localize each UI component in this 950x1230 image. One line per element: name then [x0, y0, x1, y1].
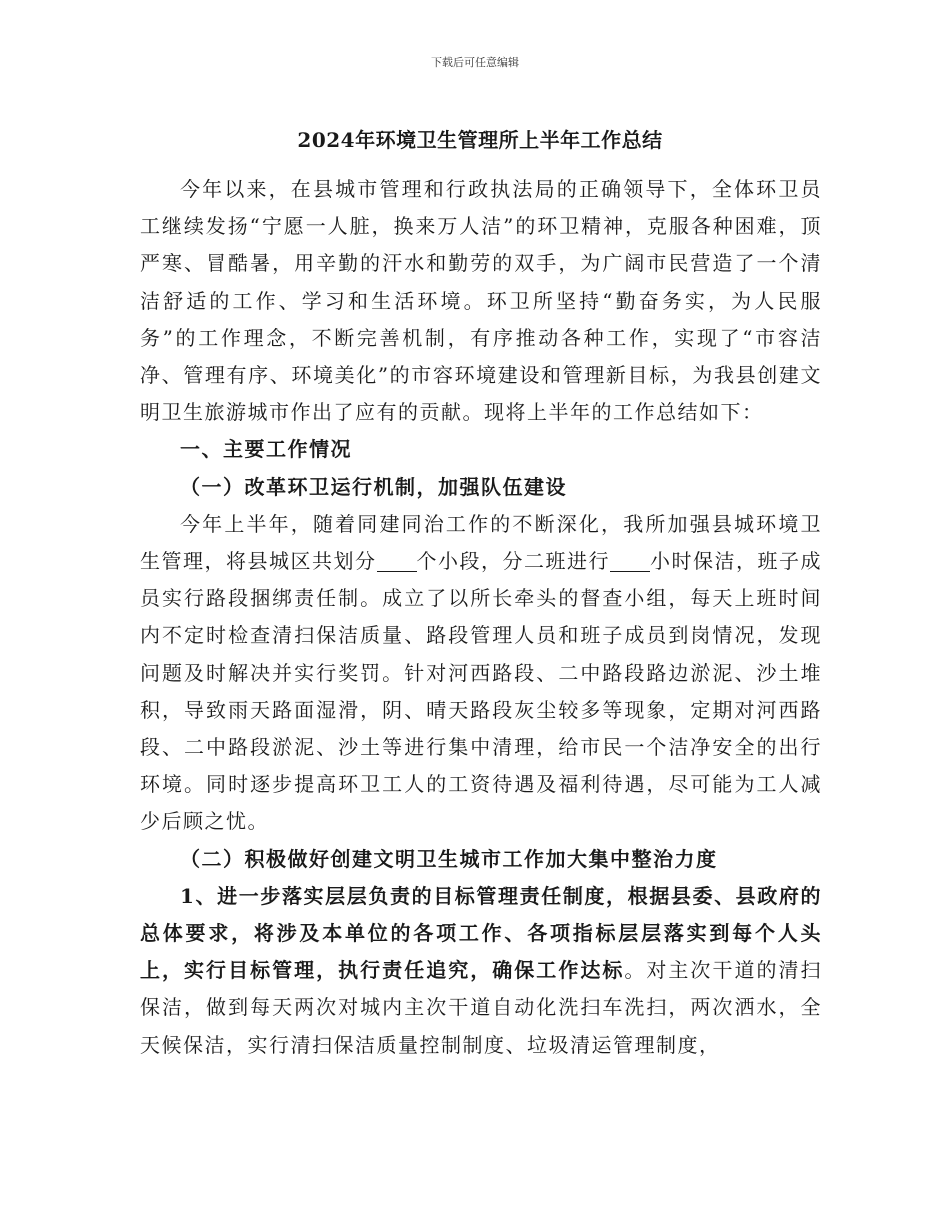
header-note: 下载后可任意编辑 [431, 56, 519, 69]
fill-in-blank [377, 551, 417, 572]
subsection-paragraph [140, 506, 822, 841]
subsection-heading: （一）改革环卫运行机制，加强队伍建设 [180, 474, 567, 499]
section-heading: 一、主要工作情况 [180, 437, 352, 462]
item-paragraph [140, 878, 822, 1064]
paragraph-text: 小时保洁，班子成员实行路段捆绑责任制。成立了以所长牵头的督查小组，每天上班时间内不定时检查清扫保洁质量、路段管理人员和班子成员到岗情况，发现问题及时解决并实行奖罚。针对河西路段、二中路段路边淤泥、沙土堆积，导致雨天路面湿滑，阴、晴天路段灰尘较多等现象，定期对河西路段、二中路段淤泥、沙土等进行集中清理，给市民一个洁净安全的出行环境。同时逐步提高环卫工人的工资待遇及福利待遇，尽可能为工人减少后顾之忧。 [140, 549, 822, 834]
fill-in-blank [610, 551, 650, 572]
paragraph-text: 今年上半年，随着同建同治工作的不断深化，我所加强县城环境卫生管理，将县城区共划分 [140, 511, 822, 574]
paragraph-text: 个小段，分二班进行 [416, 549, 610, 574]
document-title: 2024年环境卫生管理所上半年工作总结 [297, 128, 663, 152]
intro-paragraph: 今年以来，在县城市管理和行政执法局的正确领导下，全体环卫员工继续发扬“宁愿一人脏，换来万人洁”的环卫精神，克服各种困难，顶严寒、冒酷暑，用辛勤的汗水和勤劳的双手，为广阔市民营造了一个清洁舒适的工作、学习和生活环境。环卫所坚持“勤奋务实，为人民服务”的工作理念，不断完善机制，有序推动各种工作，实现了“市容洁净、管理有序、环境美化”的市容环境建设和管理新目标，为我县创建文明卫生旅游城市作出了应有的贡献。现将上半年的工作总结如下： [140, 177, 822, 425]
item-text: 。对主次干道的清扫保洁，做到每天两次对城内主次干道自动化洗扫车洗扫，两次洒水，全天候保洁，实行清扫保洁质量控制制度、垃圾清运管理制度， [140, 958, 823, 1057]
document-body [140, 171, 822, 1064]
item-bold-text: 1、进一步落实层层负责的目标管理责任制度，根据县委、县政府的总体要求，将涉及本单位的各项工作、各项指标层层落实到每个人头上，实行目标管理，执行责任追究，确保工作达标 [140, 883, 822, 983]
subsection-heading: （二）积极做好创建文明卫生城市工作加大集中整治力度 [180, 846, 718, 871]
